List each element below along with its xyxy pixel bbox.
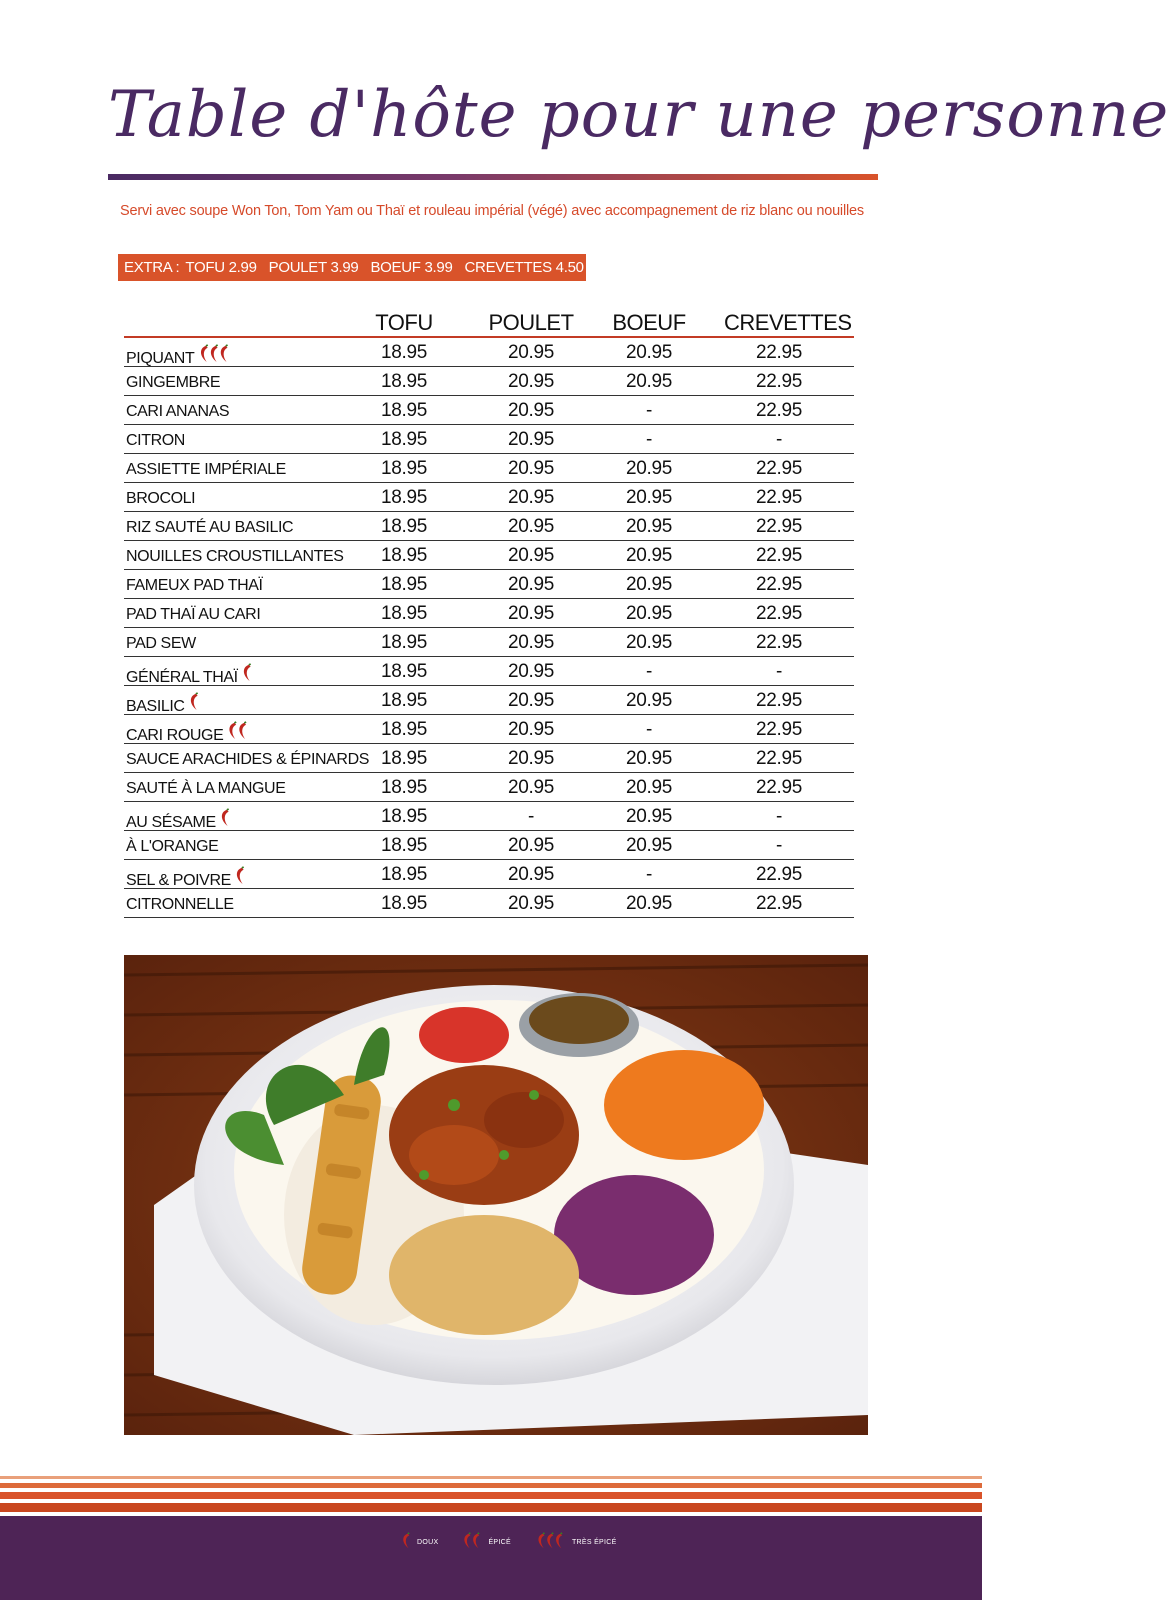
price-cell: 18.95	[380, 893, 428, 914]
price-cell: 18.95	[380, 719, 428, 740]
dish-name	[126, 345, 233, 368]
menu-subtitle: Servi avec soupe Won Ton, Tom Yam ou Thaï et rouleau impérial (végé) avec accompagnement de riz blanc ou nouilles	[120, 203, 864, 219]
dish-name-label: PAD SEW	[126, 635, 196, 652]
table-row	[124, 367, 854, 396]
price-cell: -	[645, 719, 653, 740]
dish-name-label: CARI ROUGE	[126, 727, 224, 744]
extra-item: BOEUF 3.99	[370, 259, 453, 276]
chili-pepper-icon	[459, 1533, 485, 1551]
price-cell: 18.95	[380, 371, 428, 392]
table-row	[124, 831, 854, 860]
chili-pepper-icon	[187, 693, 202, 716]
price-cell: 22.95	[755, 748, 803, 769]
price-cell: 20.95	[625, 806, 673, 827]
price-cell: 20.95	[507, 458, 555, 479]
column-header-boeuf: BOEUF	[612, 310, 686, 335]
table-row	[124, 396, 854, 425]
price-cell: 18.95	[380, 400, 428, 421]
column-header-poulet: POULET	[488, 310, 574, 335]
price-cell: 18.95	[380, 835, 428, 856]
table-row	[124, 483, 854, 512]
table-row	[124, 889, 854, 918]
price-cell: 20.95	[625, 893, 673, 914]
price-cell: 20.95	[625, 487, 673, 508]
extra-item: CREVETTES 4.50	[464, 259, 584, 276]
price-cell: 22.95	[755, 893, 803, 914]
dish-name	[126, 490, 195, 508]
dish-name-label: AU SÉSAME	[126, 814, 216, 831]
price-cell: 20.95	[507, 574, 555, 595]
price-cell: 18.95	[380, 574, 428, 595]
price-cell: 18.95	[380, 429, 428, 450]
dish-name-label: GÉNÉRAL THAÏ	[126, 669, 238, 686]
column-header-crevettes: CREVETTES	[724, 310, 852, 335]
dish-name	[126, 519, 293, 537]
table-row	[124, 425, 854, 454]
extra-banner	[118, 254, 586, 281]
price-cell: 20.95	[507, 400, 555, 421]
dish-name	[126, 403, 229, 421]
dish-name	[126, 751, 369, 769]
dish-name-label: CARI ANANAS	[126, 403, 230, 420]
price-cell: 20.95	[625, 603, 673, 624]
price-cell: -	[645, 400, 653, 421]
table-row	[124, 744, 854, 773]
dish-name	[126, 461, 286, 479]
price-cell: 22.95	[755, 632, 803, 653]
dish-name	[126, 635, 196, 653]
price-cell: 22.95	[755, 371, 803, 392]
legend-label: ÉPICÉ	[488, 1538, 511, 1546]
price-cell: -	[775, 429, 783, 450]
price-cell: 18.95	[380, 603, 428, 624]
price-cell: 20.95	[507, 516, 555, 537]
dish-name-label: BASILIC	[126, 698, 185, 715]
price-cell: -	[527, 806, 535, 827]
chili-pepper-icon	[225, 722, 251, 745]
footer-band	[0, 1516, 982, 1600]
chili-pepper-icon	[532, 1533, 569, 1551]
price-cell: 18.95	[380, 748, 428, 769]
chili-pepper-icon	[240, 664, 255, 687]
dish-name-label: SAUTÉ À LA MANGUE	[126, 780, 286, 797]
price-cell: -	[645, 864, 653, 885]
table-row	[124, 802, 854, 831]
dish-name-label: SEL & POIVRE	[126, 872, 231, 889]
dish-name	[126, 896, 234, 914]
price-cell: 18.95	[380, 516, 428, 537]
extra-label: EXTRA :	[124, 259, 180, 276]
dish-name	[126, 809, 233, 832]
price-cell: 22.95	[755, 690, 803, 711]
price-cell: 18.95	[380, 864, 428, 885]
title-underline	[108, 174, 878, 180]
price-cell: 22.95	[755, 574, 803, 595]
dish-name	[126, 780, 285, 798]
chili-pepper-icon	[196, 345, 233, 368]
price-cell: 20.95	[625, 516, 673, 537]
price-cell: 20.95	[507, 719, 555, 740]
price-cell: 22.95	[755, 603, 803, 624]
table-header	[124, 306, 854, 338]
dish-name-label: PAD THAÏ AU CARI	[126, 606, 261, 623]
price-cell: 18.95	[380, 806, 428, 827]
table-row	[124, 454, 854, 483]
dish-name	[126, 577, 263, 595]
price-cell: 20.95	[625, 342, 673, 363]
dish-name	[126, 548, 344, 566]
chili-pepper-icon	[218, 809, 233, 832]
price-cell: 22.95	[755, 864, 803, 885]
dish-name	[126, 664, 255, 687]
price-cell: 20.95	[507, 661, 555, 682]
price-cell: 20.95	[507, 603, 555, 624]
legend-label: DOUX	[417, 1538, 439, 1546]
price-cell: 18.95	[380, 690, 428, 711]
dish-name-label: NOUILLES CROUSTILLANTES	[126, 548, 344, 565]
price-cell: -	[775, 835, 783, 856]
spice-legend	[396, 1533, 635, 1551]
price-cell: 22.95	[755, 342, 803, 363]
price-cell: 20.95	[625, 632, 673, 653]
chili-pepper-icon	[233, 867, 248, 890]
table-row	[124, 657, 854, 686]
price-cell: -	[775, 661, 783, 682]
price-cell: 20.95	[507, 632, 555, 653]
table-row	[124, 773, 854, 802]
price-cell: 20.95	[507, 864, 555, 885]
price-cell: -	[645, 429, 653, 450]
price-cell: 22.95	[755, 458, 803, 479]
price-cell: 20.95	[625, 748, 673, 769]
price-cell: -	[775, 806, 783, 827]
price-cell: 20.95	[507, 835, 555, 856]
table-row	[124, 628, 854, 657]
price-cell: 20.95	[507, 342, 555, 363]
dish-name	[126, 838, 218, 856]
dish-name	[126, 722, 251, 745]
dish-name	[126, 693, 202, 716]
table-row	[124, 860, 854, 889]
price-cell: 20.95	[625, 835, 673, 856]
dish-name-label: ASSIETTE IMPÉRIALE	[126, 461, 286, 478]
table-row	[124, 541, 854, 570]
price-cell: 20.95	[507, 429, 555, 450]
price-cell: 18.95	[380, 632, 428, 653]
price-cell: 20.95	[507, 893, 555, 914]
table-row	[124, 599, 854, 628]
price-cell: 20.95	[507, 690, 555, 711]
dish-name	[126, 374, 220, 392]
price-cell: 20.95	[625, 690, 673, 711]
legend-item	[396, 1533, 438, 1551]
price-cell: 22.95	[755, 719, 803, 740]
dish-name-label: FAMEUX PAD THAÏ	[126, 577, 263, 594]
price-cell: 18.95	[380, 487, 428, 508]
chili-pepper-icon	[399, 1533, 414, 1551]
dish-name-label: BROCOLI	[126, 490, 196, 507]
dish-name	[126, 606, 260, 624]
price-cell: 22.95	[755, 777, 803, 798]
column-header-tofu: TOFU	[375, 310, 433, 335]
price-cell: 18.95	[380, 661, 428, 682]
legend-item	[456, 1533, 511, 1551]
price-cell: -	[645, 661, 653, 682]
dish-name-label: PIQUANT	[126, 350, 195, 367]
price-cell: 22.95	[755, 400, 803, 421]
dish-name-label: CITRONNELLE	[126, 896, 234, 913]
price-cell: 22.95	[755, 545, 803, 566]
table-row	[124, 686, 854, 715]
price-cell: 20.95	[625, 458, 673, 479]
dish-name	[126, 867, 248, 890]
price-cell: 20.95	[507, 371, 555, 392]
price-cell: 22.95	[755, 487, 803, 508]
price-cell: 20.95	[507, 777, 555, 798]
price-cell: 20.95	[507, 487, 555, 508]
price-cell: 20.95	[625, 777, 673, 798]
legend-label: TRÈS ÉPICÉ	[571, 1538, 617, 1546]
table-row	[124, 338, 854, 367]
dish-name	[126, 432, 185, 450]
price-cell: 18.95	[380, 458, 428, 479]
price-cell: 20.95	[625, 545, 673, 566]
dish-name-label: GINGEMBRE	[126, 374, 221, 391]
extra-item: POULET 3.99	[268, 259, 359, 276]
price-cell: 20.95	[507, 748, 555, 769]
price-cell: 20.95	[625, 371, 673, 392]
table-row	[124, 570, 854, 599]
dish-name-label: À L'ORANGE	[126, 838, 219, 855]
page-title: Table d'hôte pour une personne	[108, 78, 1169, 152]
dish-name-label: RIZ SAUTÉ AU BASILIC	[126, 519, 294, 536]
price-cell: 18.95	[380, 777, 428, 798]
price-cell: 18.95	[380, 545, 428, 566]
price-cell: 22.95	[755, 516, 803, 537]
table-row	[124, 715, 854, 744]
price-cell: 20.95	[625, 574, 673, 595]
bowl-dish-photo	[124, 955, 868, 1435]
extra-item: TOFU 2.99	[185, 259, 257, 276]
table-row	[124, 512, 854, 541]
price-cell: 18.95	[380, 342, 428, 363]
dish-name-label: CITRON	[126, 432, 185, 449]
dish-name-label: SAUCE ARACHIDES & ÉPINARDS	[126, 751, 369, 768]
price-cell: 20.95	[507, 545, 555, 566]
legend-item	[529, 1533, 617, 1551]
price-table	[124, 306, 854, 918]
